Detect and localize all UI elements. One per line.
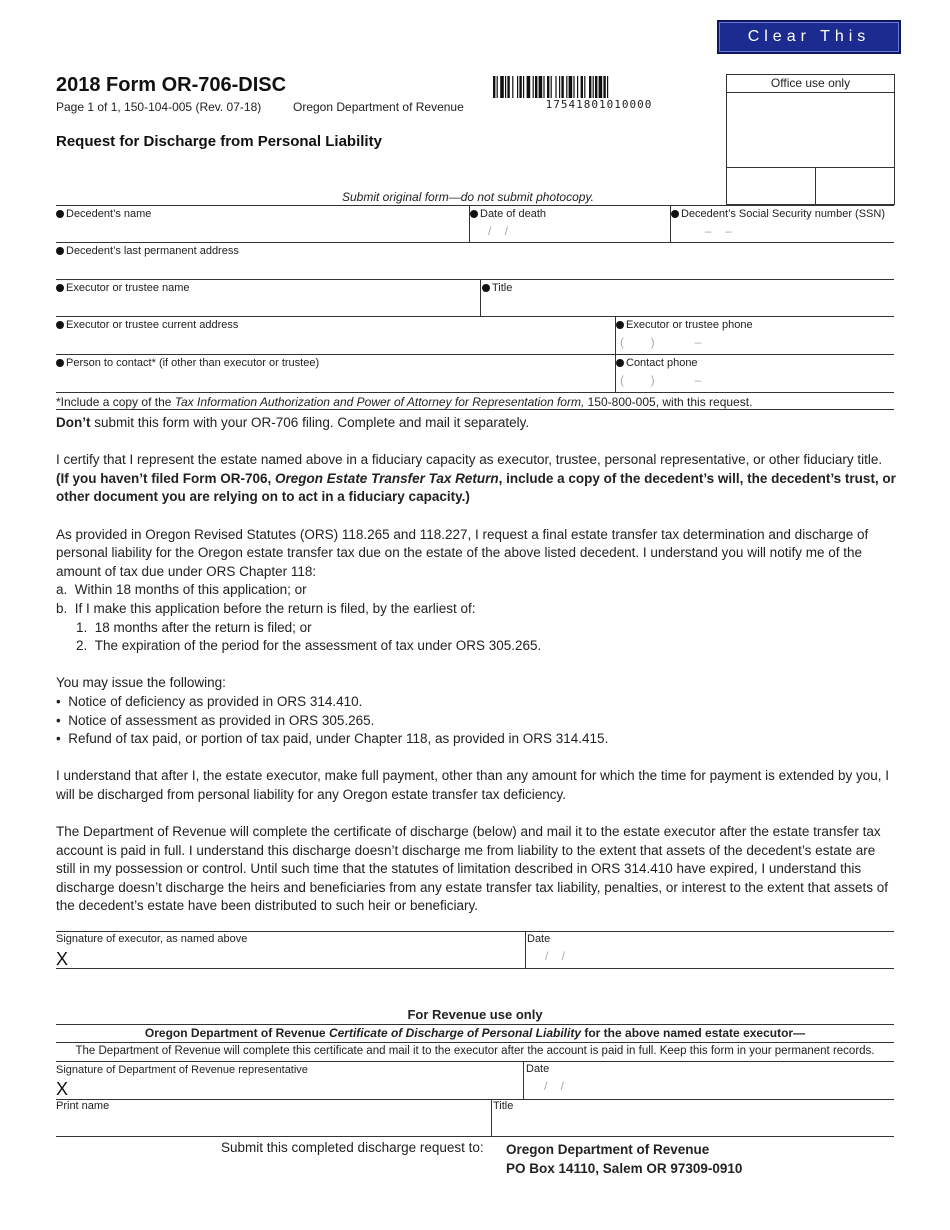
executor-name-label: Executor or trustee name [56, 282, 190, 294]
barcode-bar [569, 76, 573, 98]
executor-address-label: Executor or trustee current address [56, 319, 238, 331]
mailing-label: Submit this completed discharge request to: [221, 1140, 484, 1155]
barcode-bar [543, 76, 544, 98]
ors-item-a: a. Within 18 months of this application; or [56, 582, 307, 598]
barcode-bar [584, 76, 585, 98]
issue-item: • Refund of tax paid, or portion of tax paid, under Chapter 118, as provided in ORS 314.415. [56, 731, 609, 747]
clear-page-button[interactable]: Clear This Page [717, 20, 901, 54]
divider [56, 968, 894, 969]
issue-intro: You may issue the following: [56, 675, 226, 691]
barcode-bar [589, 76, 591, 98]
include-note [56, 395, 752, 409]
mailing-address [506, 1140, 742, 1178]
ors-item-b: b. If I make this application before the return is filed, by the earliest of: [56, 600, 476, 616]
dont-rest: submit this form with your OR-706 filing. Complete and mail it separately. [90, 415, 530, 430]
rep-signature-label: Signature of Department of Revenue representative [56, 1064, 308, 1076]
barcode-bar [493, 76, 495, 98]
divider [56, 409, 894, 410]
divider [726, 167, 895, 168]
barcode-bar [523, 76, 524, 98]
divider [56, 1136, 894, 1137]
barcode-bar [559, 76, 560, 98]
barcode-bar [500, 76, 504, 98]
certify-form-name: Oregon Estate Transfer Tax Return [275, 470, 499, 486]
barcode-graphic [493, 76, 705, 98]
certificate-title-text: Oregon Department of Revenue [144, 1026, 329, 1040]
executor-signature-input[interactable] [72, 951, 517, 965]
barcode-bar [517, 76, 518, 98]
certificate-paragraph: The Department of Revenue will complete the certificate of discharge (below) and mail it to the estate executor after the estate transfer tax account is paid in full. I understand this discharge doesn’t discharge me from liability to the extent that assets of the decedent’s estate are still in my possession or control. Until such time that the statutes of limitation described in ORS 314.410 have expired, I understand this discharge doesn’t discharge the heirs and beneficiaries from any estate transfer tax liability, penalties, or interest to the extent that assets of the decedent’s estate have been distributed to such heir or beneficiary. [56, 824, 888, 914]
signature-x-mark: X [56, 949, 69, 969]
barcode-bar [607, 76, 608, 98]
contact-phone-label: Contact phone [616, 357, 698, 369]
issue-item: • Notice of deficiency as provided in ORS 314.410. [56, 693, 363, 709]
date-of-death-hint: / / [478, 224, 509, 238]
barcode-bar [603, 76, 605, 98]
office-use-label: Office use only [770, 76, 851, 90]
certificate-note: The Department of Revenue will complete this certificate and mail it to the executor after the account is paid in full. Keep this form in your permanent records. [75, 1045, 875, 1057]
certify-bold: (If you haven’t filed Form OR-706, [56, 470, 276, 486]
form-title: 2018 Form OR-706-DISC [56, 74, 287, 96]
executor-phone-label: Executor or trustee phone [616, 319, 753, 331]
print-name-label: Print name [56, 1100, 110, 1112]
barcode-number: 17541801010000 [545, 98, 653, 111]
mailing-line-2: PO Box 14110, Salem OR 97309-0910 [506, 1161, 743, 1176]
include-note-form-name: Tax Information Authorization and Power of Attorney for Representation form, [174, 395, 585, 409]
executor-date-input[interactable] [533, 951, 888, 965]
issue-paragraph [56, 674, 896, 748]
contact-phone-input[interactable] [620, 374, 888, 388]
rep-date-label: Date [526, 1063, 550, 1075]
certificate-title-text: for the above named estate executor— [581, 1026, 806, 1040]
executor-phone-input[interactable] [620, 335, 888, 349]
certify-bold: , include a copy of the decedent’s will, the decedent’s trust, or other document you are relying on to act in a fiduciary capacity.) [56, 470, 896, 505]
divider [56, 1061, 894, 1062]
dont-bold: Don’t [56, 415, 91, 430]
barcode-bar [577, 76, 578, 98]
divider [56, 205, 894, 206]
divider [491, 1099, 492, 1136]
divider [56, 316, 894, 317]
divider [56, 279, 894, 280]
executor-name-input[interactable] [62, 298, 472, 312]
divider [56, 392, 894, 393]
ors-sub-item-2: 2. The expiration of the period for the assessment of tax under ORS 305.265. [76, 638, 542, 654]
barcode-bar [519, 76, 521, 98]
decedent-name-input[interactable] [62, 224, 462, 238]
print-name-input[interactable] [60, 1117, 485, 1131]
divider [56, 1099, 894, 1100]
certify-text: I certify that I represent the estate named above in a fiduciary capacity as executor, trustee, personal representative, or other fiduciary title. [56, 452, 883, 468]
title-label: Title [482, 282, 512, 294]
executor-date-label: Date [527, 933, 551, 945]
revenue-use-title: For Revenue use only [407, 1007, 543, 1022]
divider [56, 931, 894, 932]
rep-title-input[interactable] [497, 1117, 889, 1131]
rep-date-hint: / / [534, 1079, 565, 1093]
divider [56, 1024, 894, 1025]
barcode-bar [566, 76, 567, 98]
ors-text: As provided in Oregon Revised Statutes (ORS) 118.265 and 118.227, I request a final estate transfer tax determination and discharge of personal liability for the Oregon estate transfer tax due on the estate of the above listed decedent. I understand you will notify me of the amount of tax due under ORS Chapter 118: [56, 526, 869, 579]
divider [523, 1061, 524, 1099]
divider [56, 242, 894, 243]
address-input[interactable] [62, 261, 882, 275]
ssn-hint: – – [705, 224, 732, 238]
rep-title-label: Title [493, 1100, 514, 1112]
certificate-title [56, 1026, 894, 1040]
form-subtitle: Request for Discharge from Personal Liability [56, 133, 382, 150]
barcode-bar [555, 76, 556, 98]
contact-person-input[interactable] [62, 374, 607, 388]
barcode-bar [551, 76, 552, 98]
mailing-line-1: Oregon Department of Revenue [506, 1142, 710, 1157]
ors-sub-item-1: 1. 18 months after the return is filed; or [76, 619, 312, 635]
instructions-body [56, 414, 896, 935]
barcode-bar [527, 76, 531, 98]
barcode-bar [533, 76, 534, 98]
divider [480, 279, 481, 316]
barcode-bar [512, 76, 513, 98]
include-note-text: 150-800-005, with this request. [584, 395, 753, 409]
certificate-name: Certificate of Discharge of Personal Liability [328, 1026, 582, 1040]
ssn-label: Decedent’s Social Security number (SSN) [671, 208, 885, 220]
submit-note: Submit original form—do not submit photocopy. [342, 190, 594, 204]
barcode-bar [535, 76, 537, 98]
contact-phone-hint: ( ) – [620, 373, 702, 387]
date-of-death-label: Date of death [470, 208, 546, 220]
executor-date-hint: / / [535, 949, 566, 963]
executor-signature-label: Signature of executor, as named above [56, 933, 248, 945]
payment-paragraph: I understand that after I, the estate executor, make full payment, other than any amount for which the time for payment is extended by you, I will be discharged from personal liability for any Oregon estate transfer tax deficiency. [56, 768, 889, 802]
barcode-bar [599, 76, 603, 98]
divider [56, 1042, 894, 1043]
date-of-death-input[interactable] [476, 224, 666, 238]
department-name: Oregon Department of Revenue [293, 100, 464, 114]
divider [525, 931, 526, 968]
include-note-text: *Include a copy of the [56, 395, 175, 409]
rep-date-input[interactable] [532, 1081, 888, 1095]
divider [815, 167, 816, 205]
contact-person-label: Person to contact* (if other than executor or trustee) [56, 357, 319, 369]
barcode-bar [593, 76, 594, 98]
certify-paragraph [56, 451, 896, 507]
page-info: Page 1 of 1, 150-104-005 (Rev. 07-18) [56, 100, 262, 114]
office-use-box [726, 74, 895, 205]
barcode-bar [497, 76, 498, 98]
address-label: Decedent’s last permanent address [56, 245, 239, 257]
barcode-bar [581, 76, 583, 98]
barcode-bar [507, 76, 509, 98]
decedent-name-label: Decedent’s name [56, 208, 151, 220]
divider [56, 354, 894, 355]
dont-submit-paragraph [56, 414, 896, 433]
rep-signature-input[interactable] [72, 1081, 512, 1095]
barcode-bar [539, 76, 543, 98]
executor-address-input[interactable] [62, 335, 607, 349]
title-input[interactable] [488, 298, 888, 312]
barcode-bar [547, 76, 549, 98]
issue-item: • Notice of assessment as provided in ORS 305.265. [56, 712, 375, 728]
barcode-bar [573, 76, 574, 98]
barcode-bar [595, 76, 597, 98]
barcode-bar [505, 76, 506, 98]
ssn-input[interactable] [677, 224, 887, 238]
ors-paragraph [56, 526, 896, 656]
signature-x-mark: X [56, 1079, 69, 1099]
barcode-bar [561, 76, 563, 98]
executor-phone-hint: ( ) – [620, 335, 702, 349]
divider [726, 92, 895, 93]
